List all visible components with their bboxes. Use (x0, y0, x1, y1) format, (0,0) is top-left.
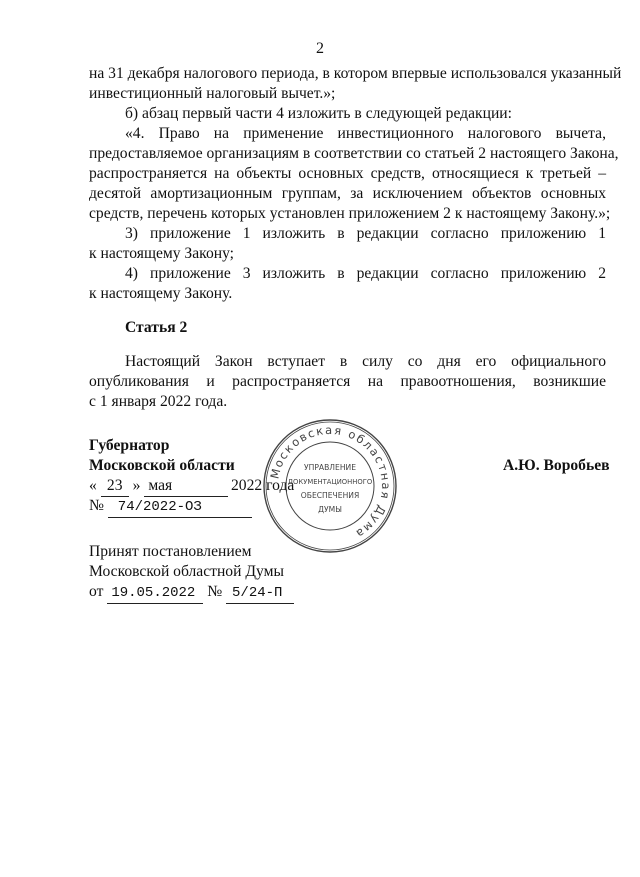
body-line-12: к настоящему Закону. (89, 285, 233, 302)
law-number-field (108, 497, 252, 518)
body-line-6: распространяется на объекты основных средств, относящиеся к третьей – (89, 165, 606, 182)
signing-date (89, 476, 228, 497)
official-stamp-icon (262, 418, 398, 554)
stamp-ring-text: Московская областная Дума (267, 422, 394, 542)
body-line-10: к настоящему Закону; (89, 245, 235, 262)
stamp-center-line-2: ДОКУМЕНТАЦИОННОГО (287, 478, 373, 486)
signing-month-value: мая (148, 477, 173, 494)
body-line-9: 3) приложение 1 изложить в редакции согласно приложению 1 (125, 225, 606, 242)
adopted-line-1: Принят постановлением (89, 543, 252, 560)
quote-close: » (132, 477, 141, 494)
stamp-inner-ring (286, 442, 374, 530)
body-line-7: десятой амортизационным группам, за исключением объектов основных (89, 185, 606, 202)
governor-title-2: Московской области (89, 457, 235, 474)
body-line-5: предоставляемое организациям в соответствии со статьей 2 настоящего Закона, (89, 145, 619, 162)
article-2-line-1: Настоящий Закон вступает в силу со дня его официального (125, 353, 606, 370)
adopted-line-2: Московской областной Думы (89, 563, 284, 580)
body-line-4: «4. Право на применение инвестиционного налогового вычета, (125, 125, 606, 142)
signing-day (101, 476, 129, 497)
law-number (89, 496, 252, 518)
adopted-number-value: 5/24-П (232, 585, 283, 601)
adopted-number-label: № (207, 583, 223, 600)
body-line-1: на 31 декабря налогового периода, в котором впервые использовался указанный (89, 65, 622, 82)
page-number: 2 (316, 40, 324, 57)
stamp-outer-ring (264, 420, 396, 552)
stamp-center-line-4: ДУМЫ (318, 505, 342, 514)
quote-open: « (89, 477, 97, 494)
article-2-line-3: с 1 января 2022 года. (89, 393, 228, 410)
body-line-2: инвестиционный налоговый вычет.»; (89, 85, 336, 102)
stamp-center-line-3: ОБЕСПЕЧЕНИЯ (300, 491, 360, 500)
stamp-center-line-1: УПРАВЛЕНИЕ (303, 463, 357, 472)
signing-day-value: 23 (106, 477, 123, 494)
adopted-from-label: от (89, 583, 104, 600)
adopted-number (226, 583, 294, 604)
stamp-outer-ring-inner (266, 422, 394, 550)
adopted-line-3 (89, 582, 294, 604)
body-line-11: 4) приложение 3 изложить в редакции согласно приложению 2 (125, 265, 606, 282)
adopted-date (107, 583, 203, 604)
governor-name: А.Ю. Воробьев (503, 457, 610, 474)
article-2-heading: Статья 2 (125, 319, 188, 336)
signing-year: 2022 года (231, 477, 295, 494)
body-line-8: средств, перечень которых установлен приложением 2 к настоящему Закону.»; (89, 205, 611, 222)
article-2-line-2: опубликования и распространяется на правоотношения, возникшие (89, 373, 606, 390)
governor-title-1: Губернатор (89, 437, 170, 454)
law-number-value: 74/2022-ОЗ (117, 499, 202, 515)
body-line-3: б) абзац первый части 4 изложить в следующей редакции: (125, 105, 512, 122)
adopted-date-value: 19.05.2022 (111, 585, 196, 601)
law-number-label: № (89, 497, 104, 514)
signing-month (144, 476, 228, 497)
